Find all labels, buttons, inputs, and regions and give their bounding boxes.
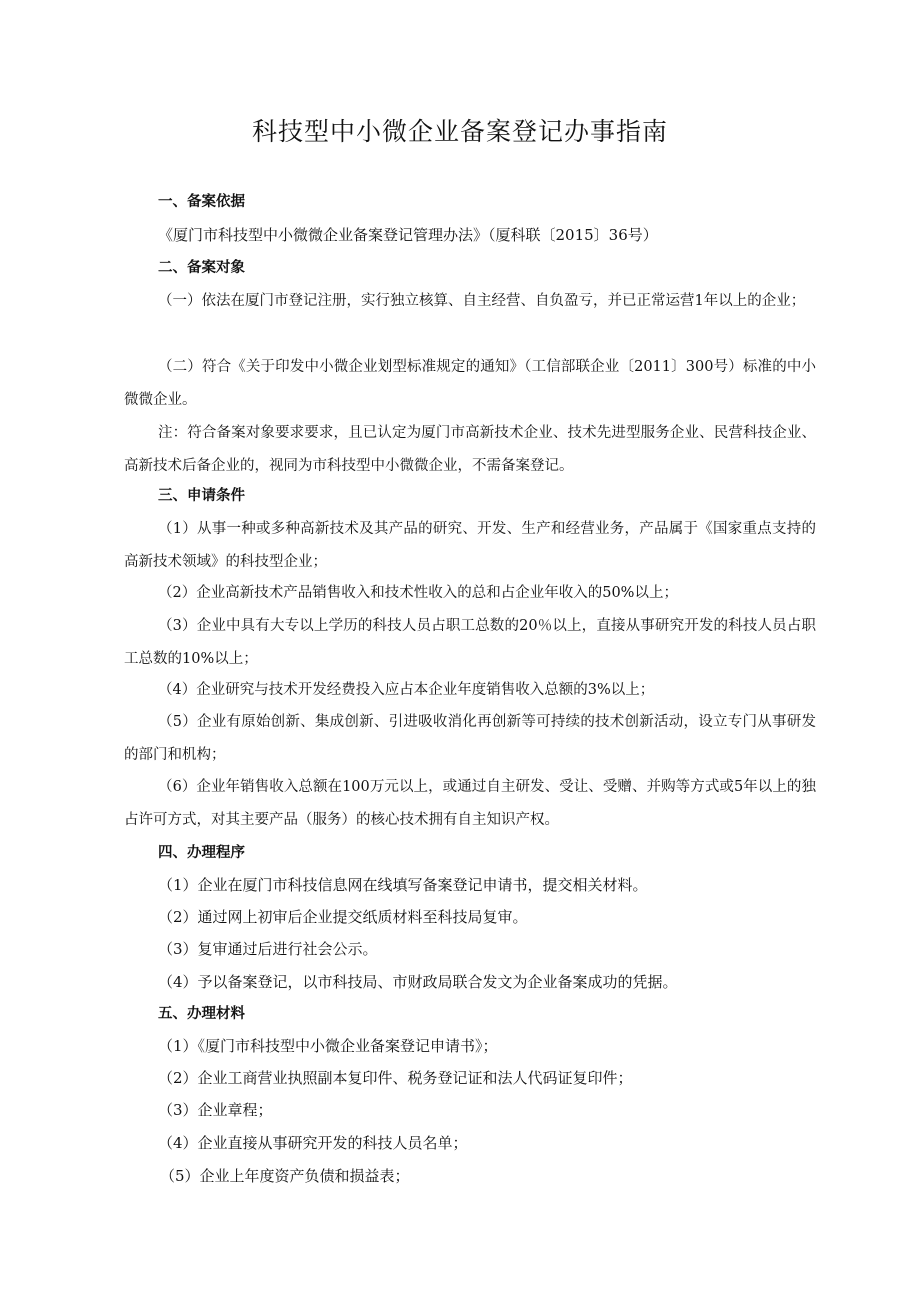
section-heading-materials: 五、办理材料 <box>158 1006 245 1022</box>
section-heading-procedure: 四、办理程序 <box>158 845 245 861</box>
target-item-1: （一）依法在厦门市登记注册，实行独立核算、自主经营、自负盈亏，并已正常运营1年以上的企业； <box>158 293 806 309</box>
materials-item-1: （1）《厦门市科技型中小微企业备案登记申请书》； <box>158 1037 498 1055</box>
materials-item-3: （3）企业章程； <box>158 1101 273 1119</box>
section-heading-target: 二、备案对象 <box>158 260 245 276</box>
procedure-item-2: （2）通过网上初审后企业提交纸质材料至科技局复审。 <box>158 908 528 926</box>
basis-text: 《厦门市科技型中小微微企业备案登记管理办法》（厦科联〔2015〕36号） <box>158 226 658 244</box>
conditions-item-1: （1）从事一种或多种高新技术及其产品的研究、开发、生产和经营业务，产品属于《国家重点支持的高新技术领域》的科技型企业； <box>124 521 816 570</box>
document-title: 科技型中小微企业备案登记办事指南 <box>251 117 668 146</box>
target-item-2: （二）符合《关于印发中小微企业划型标准规定的通知》（工信部联企业〔2011〕300号）标准的中小微微企业。 <box>124 359 816 408</box>
materials-item-4: （4）企业直接从事研究开发的科技人员名单； <box>158 1134 468 1152</box>
conditions-item-3: （3）企业中具有大专以上学历的科技人员占职工总数的20％以上，直接从事研究开发的科技人员占职工总数的10%以上； <box>124 618 816 667</box>
conditions-item-4: （4）企业研究与技术开发经费投入应占本企业年度销售收入总额的3%以上； <box>158 682 655 698</box>
conditions-item-2: （2）企业高新技术产品销售收入和技术性收入的总和占企业年收入的50%以上； <box>158 585 678 601</box>
section-heading-basis: 一、备案依据 <box>158 194 245 210</box>
procedure-item-1: （1）企业在厦门市科技信息网在线填写备案登记申请书，提交相关材料。 <box>158 876 648 894</box>
conditions-item-6: （6）企业年销售收入总额在100万元以上，或通过自主研发、受让、受赠、并购等方式或5年以上的独占许可方式，对其主要产品（服务）的核心技术拥有自主知识产权。 <box>124 779 816 828</box>
materials-item-5: （5）企业上年度资产负债和损益表； <box>160 1167 410 1185</box>
target-note: 注：符合备案对象要求要求，且已认定为厦门市高新技术企业、技术先进型服务企业、民营科技企业、高新技术后备企业的，视同为市科技型中小微微企业，不需备案登记。 <box>124 425 816 474</box>
procedure-item-4: （4）予以备案登记，以市科技局、市财政局联合发文为企业备案成功的凭据。 <box>158 973 678 991</box>
section-heading-conditions: 三、申请条件 <box>158 488 245 504</box>
procedure-item-3: （3）复审通过后进行社会公示。 <box>158 940 378 958</box>
materials-item-2: （2）企业工商营业执照副本复印件、税务登记证和法人代码证复印件； <box>158 1069 633 1087</box>
conditions-item-5: （5）企业有原始创新、集成创新、引进吸收消化再创新等可持续的技术创新活动，设立专门从事研发的部门和机构； <box>124 714 816 763</box>
